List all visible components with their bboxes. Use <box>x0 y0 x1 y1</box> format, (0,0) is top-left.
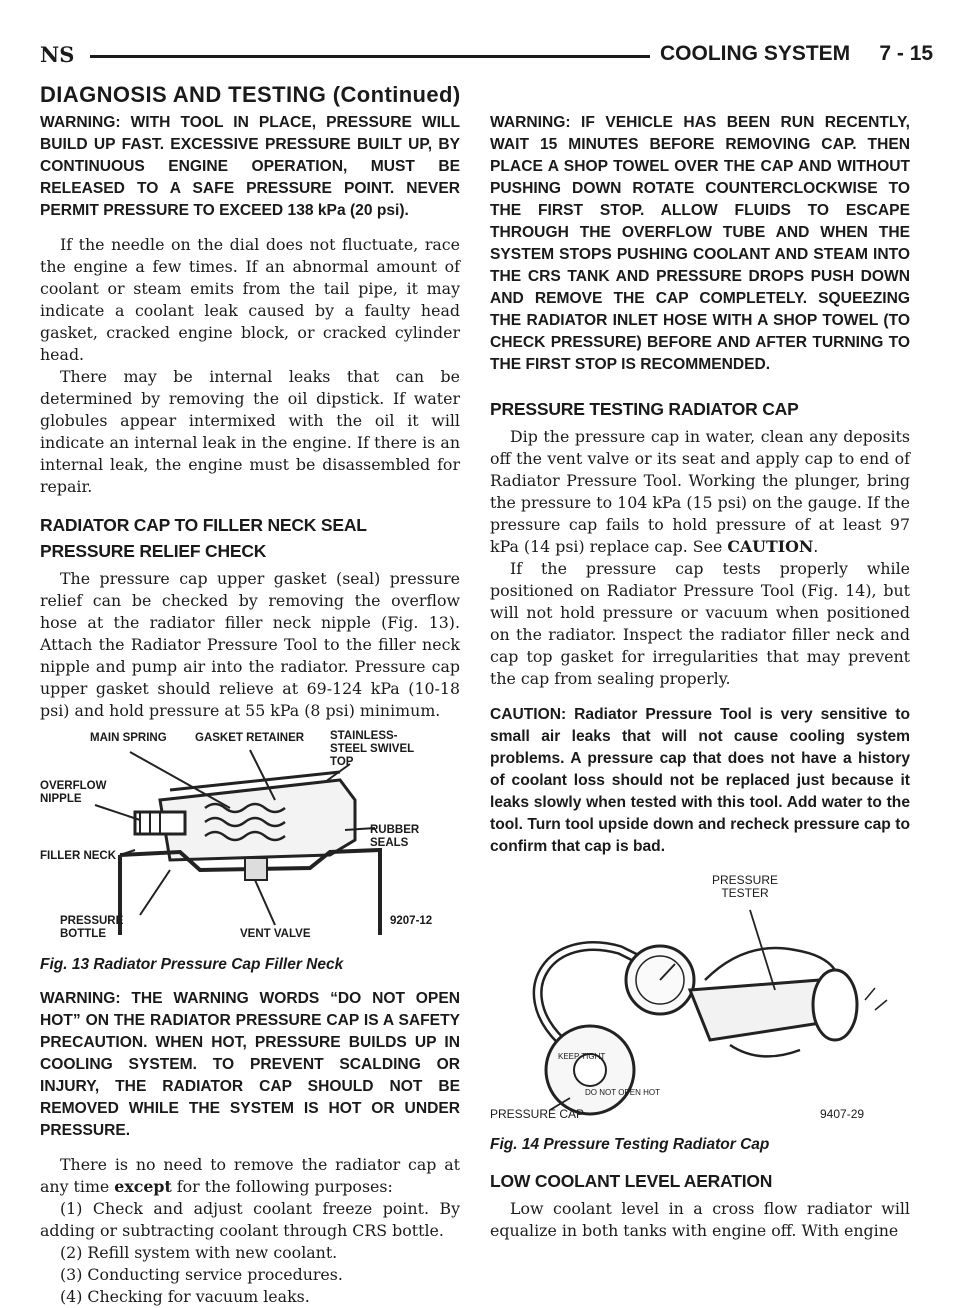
figure-14-tester-diagram <box>490 870 910 1130</box>
figure-13-cap-diagram <box>40 730 460 950</box>
paragraph-dip-cap <box>490 426 910 558</box>
label-rubber-seals: RUBBER SEALS <box>370 824 420 849</box>
list-item-2: (2) Refill system with new coolant. <box>60 1243 338 1262</box>
label-pressure-cap: PRESSURE CAP <box>490 1107 585 1121</box>
label-keep-tight: KEEP TIGHT <box>558 1052 606 1061</box>
label-overflow-nipple: OVERFLOW NIPPLE <box>40 780 107 805</box>
heading-pressure-testing: PRESSURE TESTING RADIATOR CAP <box>490 399 799 419</box>
label-gasket-retainer: GASKET RETAINER <box>195 732 305 744</box>
figure-14-caption: Fig. 14 Pressure Testing Radiator Cap <box>490 1136 770 1153</box>
paragraph-seal-relief: The pressure cap upper gasket (seal) pressure relief can be checked by removing the overflow hose at the radiator filler neck nipple (Fig. 13). Attach the Radiator Pressure Tool to the filler neck nipple and pump air into the radiator. Pressure cap upper gasket should relieve at 69-124 kPa (10-18 psi) and hold pressure at 55 kPa (8 psi) minimum. <box>40 569 460 720</box>
label-main-spring: MAIN SPRING <box>90 732 167 744</box>
list-item-1: (1) Check and adjust coolant freeze point. By adding or subtracting coolant through CRS bottle. <box>40 1199 460 1240</box>
figure-code-14: 9407-29 <box>820 1107 865 1121</box>
paragraph-tests-properly: If the pressure cap tests properly while positioned on Radiator Pressure Tool (Fig. 14), but will not hold pressure or vacuum when positioned on the radiator. Inspect the radiator filler neck and cap top gasket for irregularities that may prevent the cap from sealing properly. <box>490 559 910 688</box>
header-rule <box>90 55 650 58</box>
paragraph-no-need-text: There is no need to remove the radiator cap at any time <box>40 1155 460 1196</box>
heading-low-coolant: LOW COOLANT LEVEL AERATION <box>490 1171 773 1191</box>
header-chapter: COOLING SYSTEM 7 - 15 <box>660 42 934 65</box>
paragraph-no-need-tail: for the following purposes: <box>171 1177 393 1196</box>
warning-do-not-open-hot: WARNING: THE WARNING WORDS “DO NOT OPEN HOT” ON THE RADIATOR PRESSURE CAP IS A SAFETY PRECAUTION. WHEN HOT, PRESSURE BUILDS UP IN COOLING SYSTEM. TO PREVENT SCALDING OR INJURY, THE RADIATOR CAP SHOULD NOT BE REMOVED WHILE THE SYSTEM IS HOT OR UNDER PRESSURE. <box>40 990 460 1139</box>
caution-pressure-tool: CAUTION: Radiator Pressure Tool is very sensitive to small air leaks that will not cause cooling system problems. A pressure cap that does not have a history of coolant loss should not be replaced just because it leaks slowly when tested with this tool. Add water to the tool. Turn tool upside down and recheck pressure cap to confirm that cap is bad. <box>490 706 910 855</box>
left-column <box>40 112 460 1308</box>
label-vent-valve: VENT VALVE <box>240 928 311 940</box>
list-item-4: (4) Checking for vacuum leaks. <box>60 1287 310 1306</box>
emphasis-caution: CAUTION <box>727 537 814 556</box>
warning-run-recently: WARNING: IF VEHICLE HAS BEEN RUN RECENTLY, WAIT 15 MINUTES BEFORE REMOVING CAP. THEN PLACE A SHOP TOWEL OVER THE CAP AND WITHOUT PUSHING DOWN ROTATE COUNTERCLOCKWISE TO THE FIRST STOP. ALLOW FLUIDS TO ESCAPE THROUGH THE OVERFLOW TUBE AND WHEN THE SYSTEM STOPS PUSHING COOLANT AND STEAM INTO THE CRS TANK AND PRESSURE DROPS PUSH DOWN AND REMOVE THE CAP COMPLETELY. SQUEEZING THE RADIATOR INLET HOSE WITH A SHOP TOWEL (TO CHECK PRESSURE) BEFORE AND AFTER TURNING TO THE FIRST STOP IS RECOMMENDED. <box>490 114 910 373</box>
emphasis-except: except <box>114 1177 172 1196</box>
label-pressure-bottle: PRESSURE BOTTLE <box>60 915 124 940</box>
paragraph-dip-text: Dip the pressure cap in water, clean any deposits off the vent valve or its seat and apply cap to end of Radiator Pressure Tool. Working the plunger, bring the pressure to 104 kPa (15 psi) on the gauge. If the pressure cap fails to hold pressure of at least 97 kPa (14 psi) replace cap. See <box>490 427 910 556</box>
paragraph-no-need <box>40 1154 460 1198</box>
label-do-not-open-hot: DO NOT OPEN HOT <box>585 1088 660 1097</box>
header-brand: NS <box>40 42 75 67</box>
section-title: DIAGNOSIS AND TESTING (Continued) <box>40 82 461 107</box>
paragraph-internal-leaks: There may be internal leaks that can be determined by removing the oil dipstick. If water globules appear intermixed with the oil it will indicate an internal leak in the engine. If there is an internal leak, the engine must be disassembled for repair. <box>40 367 460 496</box>
label-pressure-tester: PRESSURE TESTER <box>711 873 779 900</box>
label-stainless-steel: STAINLESS-STEEL SWIVEL TOP <box>330 730 414 768</box>
figure-code: 9207-12 <box>390 915 433 927</box>
figure-13-caption: Fig. 13 Radiator Pressure Cap Filler Neck <box>40 956 344 973</box>
heading-seal-relief: RADIATOR CAP TO FILLER NECK SEAL PRESSURE RELIEF CHECK <box>40 515 367 561</box>
warning-tool-pressure: WARNING: WITH TOOL IN PLACE, PRESSURE WILL BUILD UP FAST. EXCESSIVE PRESSURE BUILT UP, BY CONTINUOUS ENGINE OPERATION, MUST BE RELEASED TO A SAFE PRESSURE POINT. NEVER PERMIT PRESSURE TO EXCEED 138 kPa (20 psi). <box>40 114 460 219</box>
tester-diagram-drawing <box>490 870 910 1130</box>
paragraph-needle: If the needle on the dial does not fluctuate, race the engine a few times. If an abnormal amount of coolant or steam emits from the tail pipe, it may indicate a coolant leak caused by a faulty head gasket, cracked engine block, or cracked cylinder head. <box>40 235 460 364</box>
label-filler-neck: FILLER NECK <box>40 850 117 862</box>
paragraph-low-coolant: Low coolant level in a cross flow radiator will equalize in both tanks with engine off. With engine <box>490 1199 910 1240</box>
right-column <box>490 112 910 1242</box>
paragraph-dip-tail: . <box>813 537 819 556</box>
list-item-3: (3) Conducting service procedures. <box>60 1265 343 1284</box>
